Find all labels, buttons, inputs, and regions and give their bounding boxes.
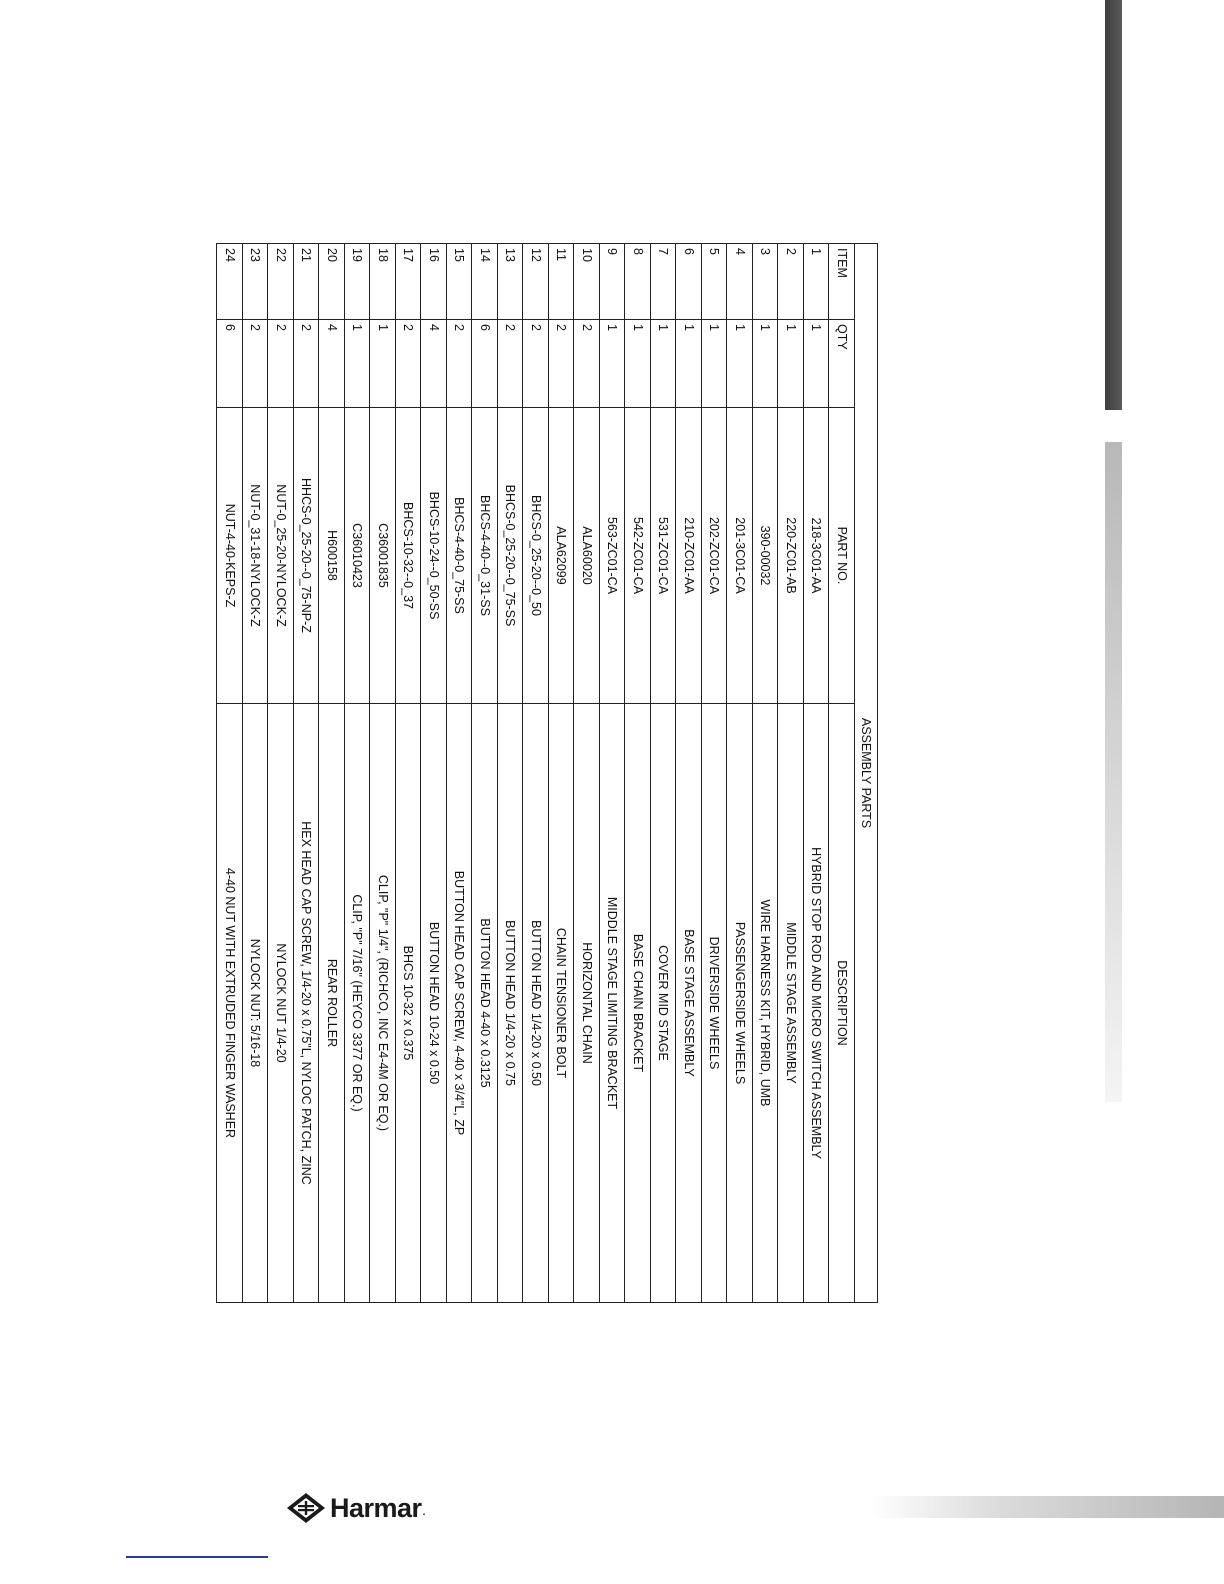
- description-cell: BUTTON HEAD 1/4-20 x 0.50: [523, 704, 549, 1303]
- table-row: [294, 244, 320, 1303]
- qty-cell: 1: [778, 320, 804, 408]
- item-cell: 13: [498, 244, 524, 320]
- qty-cell: 4: [319, 320, 345, 408]
- part-no-cell: ALA60020: [574, 408, 600, 704]
- description-cell: BASE CHAIN BRACKET: [625, 704, 651, 1303]
- table-row: [243, 244, 269, 1303]
- item-cell: 18: [370, 244, 396, 320]
- description-cell: DRIVERSIDE WHEELS: [702, 704, 728, 1303]
- table-row: [421, 244, 447, 1303]
- qty-cell: 2: [268, 320, 294, 408]
- item-cell: 1: [804, 244, 830, 320]
- table-body: [217, 244, 829, 1303]
- description-cell: HORIZONTAL CHAIN: [574, 704, 600, 1303]
- part-no-cell: BHCS-4-40--0_31-SS: [472, 408, 498, 704]
- part-no-cell: 563-ZC01-CA: [600, 408, 626, 704]
- header-item: ITEM: [829, 244, 855, 320]
- table-row: [447, 244, 473, 1303]
- section-tab-inactive: [1105, 442, 1122, 1102]
- description-cell: CLIP, "P" 7/16" (HEYCO 3377 OR EQ.): [345, 704, 371, 1303]
- description-cell: PASSENGERSIDE WHEELS: [727, 704, 753, 1303]
- table-row: [345, 244, 371, 1303]
- description-cell: REAR ROLLER: [319, 704, 345, 1303]
- table-row: [600, 244, 626, 1303]
- description-cell: BUTTON HEAD 10-24 x 0.50: [421, 704, 447, 1303]
- table-row: [523, 244, 549, 1303]
- qty-cell: 1: [625, 320, 651, 408]
- item-cell: 15: [447, 244, 473, 320]
- qty-cell: 2: [243, 320, 269, 408]
- item-cell: 21: [294, 244, 320, 320]
- description-cell: BUTTON HEAD 1/4-20 x 0.75: [498, 704, 524, 1303]
- part-no-cell: NUT-0_25-20-NYLOCK-Z: [268, 408, 294, 704]
- table-row: [574, 244, 600, 1303]
- qty-cell: 1: [345, 320, 371, 408]
- table-row: [702, 244, 728, 1303]
- table-header-row: [829, 244, 855, 1303]
- qty-cell: 2: [549, 320, 575, 408]
- description-cell: HEX HEAD CAP SCREW, 1/4-20 x 0.75"L, NYLOC PATCH, ZINC: [294, 704, 320, 1303]
- description-cell: BUTTON HEAD CAP SCREW, 4-40 x 3/4"L, ZP: [447, 704, 473, 1303]
- item-cell: 9: [600, 244, 626, 320]
- description-cell: NYLOCK NUT 1/4-20: [268, 704, 294, 1303]
- part-no-cell: BHCS-10-32--0_37: [396, 408, 422, 704]
- table-row: [753, 244, 779, 1303]
- description-cell: CLIP, "P" 1/4", (RICHCO, INC E4-4M OR EQ.): [370, 704, 396, 1303]
- item-cell: 8: [625, 244, 651, 320]
- part-no-cell: BHCS-10-24--0_50-SS: [421, 408, 447, 704]
- table-row: [217, 244, 243, 1303]
- qty-cell: 1: [702, 320, 728, 408]
- description-cell: WIRE HARNESS KIT, HYBRID, UMB: [753, 704, 779, 1303]
- qty-cell: 6: [217, 320, 243, 408]
- harmar-logo: [286, 1490, 425, 1526]
- part-no-cell: NUT-4-40-KEPS-Z: [217, 408, 243, 704]
- table-row: [319, 244, 345, 1303]
- item-cell: 4: [727, 244, 753, 320]
- part-no-cell: ALA62099: [549, 408, 575, 704]
- item-cell: 22: [268, 244, 294, 320]
- header-part-no: PART NO.: [829, 408, 855, 704]
- part-no-cell: 218-3C01-AA: [804, 408, 830, 704]
- part-no-cell: HHCS-0_25-20--0_75-NP-Z: [294, 408, 320, 704]
- item-cell: 24: [217, 244, 243, 320]
- table-row: [727, 244, 753, 1303]
- qty-cell: 2: [523, 320, 549, 408]
- description-cell: 4-40 NUT WITH EXTRUDED FINGER WASHER: [217, 704, 243, 1303]
- qty-cell: 2: [574, 320, 600, 408]
- part-no-cell: C36001835: [370, 408, 396, 704]
- item-cell: 6: [676, 244, 702, 320]
- qty-cell: 1: [676, 320, 702, 408]
- qty-cell: 1: [804, 320, 830, 408]
- table-row: [268, 244, 294, 1303]
- table-row: [472, 244, 498, 1303]
- rotated-table-frame: [222, 243, 878, 1303]
- qty-cell: 1: [753, 320, 779, 408]
- table-row: [549, 244, 575, 1303]
- description-cell: COVER MID STAGE: [651, 704, 677, 1303]
- part-no-cell: 201-3C01-CA: [727, 408, 753, 704]
- table-row: [778, 244, 804, 1303]
- qty-cell: 1: [370, 320, 396, 408]
- qty-cell: 1: [600, 320, 626, 408]
- table-row: [676, 244, 702, 1303]
- description-cell: HYBRID STOP ROD AND MICRO SWITCH ASSEMBLY: [804, 704, 830, 1303]
- description-cell: BHCS 10-32 x 0.375: [396, 704, 422, 1303]
- part-no-cell: 390-00032: [753, 408, 779, 704]
- part-no-cell: 531-ZC01-CA: [651, 408, 677, 704]
- header-description: DESCRIPTION: [829, 704, 855, 1303]
- item-cell: 2: [778, 244, 804, 320]
- logo-wordmark: Harmar: [330, 1492, 422, 1523]
- table-title: ASSEMBLY PARTS: [855, 244, 878, 1303]
- item-cell: 10: [574, 244, 600, 320]
- qty-cell: 1: [651, 320, 677, 408]
- table-row: [651, 244, 677, 1303]
- item-cell: 3: [753, 244, 779, 320]
- part-no-cell: NUT-0_31-18-NYLOCK-Z: [243, 408, 269, 704]
- qty-cell: 2: [447, 320, 473, 408]
- item-cell: 11: [549, 244, 575, 320]
- qty-cell: 2: [294, 320, 320, 408]
- assembly-parts-table-container: [222, 243, 878, 1303]
- description-cell: MIDDLE STAGE ASSEMBLY: [778, 704, 804, 1303]
- qty-cell: 2: [498, 320, 524, 408]
- item-cell: 17: [396, 244, 422, 320]
- item-cell: 23: [243, 244, 269, 320]
- header-qty: QTY: [829, 320, 855, 408]
- qty-cell: 4: [421, 320, 447, 408]
- table-row: [498, 244, 524, 1303]
- item-cell: 5: [702, 244, 728, 320]
- item-cell: 12: [523, 244, 549, 320]
- item-cell: 20: [319, 244, 345, 320]
- assembly-parts-table: [217, 243, 879, 1303]
- table-row: [370, 244, 396, 1303]
- item-cell: 14: [472, 244, 498, 320]
- description-cell: BUTTON HEAD 4-40 x 0.3125: [472, 704, 498, 1303]
- part-no-cell: BHCS-4-40-0_75-SS: [447, 408, 473, 704]
- qty-cell: 2: [396, 320, 422, 408]
- harmar-logo-mark-icon: [286, 1492, 326, 1524]
- item-cell: 7: [651, 244, 677, 320]
- part-no-cell: BHCS-0_25-20--0_50: [523, 408, 549, 704]
- logo-wordmark-suffix: .: [422, 1507, 426, 1518]
- table-row: [396, 244, 422, 1303]
- footer-rule: [126, 1556, 268, 1558]
- item-cell: 19: [345, 244, 371, 320]
- description-cell: BASE STAGE ASSEMBLY: [676, 704, 702, 1303]
- part-no-cell: C36010423: [345, 408, 371, 704]
- part-no-cell: BHCS-0_25-20--0_75-SS: [498, 408, 524, 704]
- part-no-cell: 220-ZC01-AB: [778, 408, 804, 704]
- item-cell: 16: [421, 244, 447, 320]
- part-no-cell: 202-ZC01-CA: [702, 408, 728, 704]
- table-row: [625, 244, 651, 1303]
- part-no-cell: H600158: [319, 408, 345, 704]
- qty-cell: 6: [472, 320, 498, 408]
- part-no-cell: 542-ZC01-CA: [625, 408, 651, 704]
- description-cell: NYLOCK NUT: 5/16-18: [243, 704, 269, 1303]
- qty-cell: 1: [727, 320, 753, 408]
- part-no-cell: 210-ZC01-AA: [676, 408, 702, 704]
- description-cell: CHAIN TENSIONER BOLT: [549, 704, 575, 1303]
- section-tab-active: [1105, 0, 1122, 410]
- table-row: [804, 244, 830, 1303]
- footer-gradient-bar: [870, 1496, 1224, 1518]
- description-cell: MIDDLE STAGE LIMITING BRACKET: [600, 704, 626, 1303]
